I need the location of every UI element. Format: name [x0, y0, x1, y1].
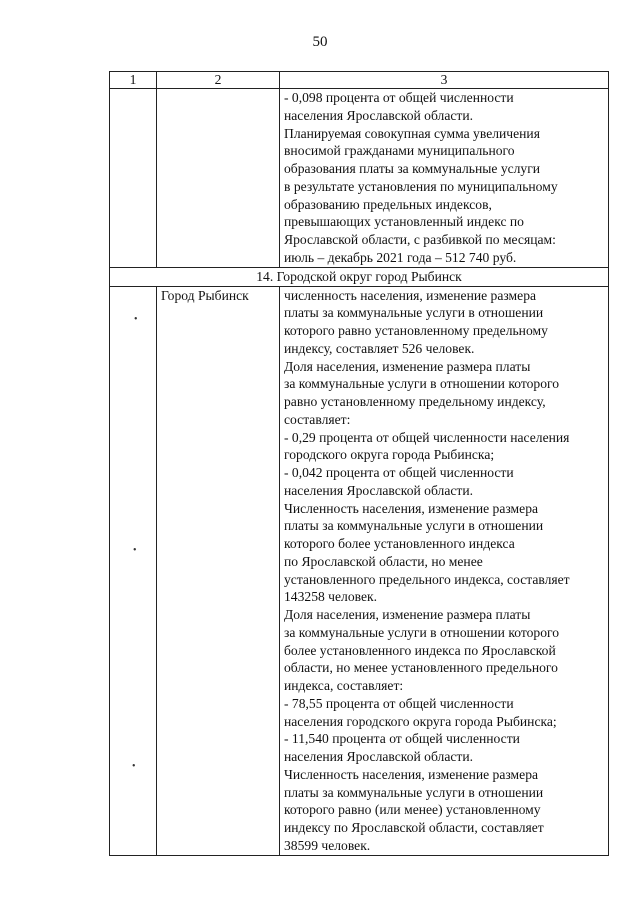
text-line: образованию предельных индексов,	[284, 196, 492, 212]
text-line: индекса, составляет:	[284, 678, 404, 693]
column-header-1: 1	[110, 72, 157, 89]
text-line: населения Ярославской области.	[284, 107, 474, 123]
text-line: - 0,098 процента от общей численности	[284, 90, 514, 105]
text-line: Доля населения, изменение размера платы	[284, 607, 531, 622]
text-line: - 0,042 процента от общей численности	[284, 465, 514, 480]
text-line: населения Ярославской области.	[284, 749, 474, 764]
table-header-row	[110, 72, 609, 89]
data-table	[109, 71, 609, 856]
text-line: городского округа города Рыбинска;	[284, 447, 495, 463]
text-line: - 11,540 процента от общей численности	[284, 731, 520, 747]
row-number-cell	[110, 89, 157, 268]
text-line: 143258 человек.	[284, 589, 378, 605]
text-line: области, но менее установленного предельного	[284, 660, 558, 676]
text-line: платы за коммунальные услуги в отношении	[284, 518, 544, 534]
text-line: населения Ярославской области.	[284, 482, 474, 498]
text-line: индексу по Ярославской области, составляет	[284, 820, 544, 835]
text-line: равно установленному предельному индексу,	[284, 394, 546, 409]
page-number: 50	[312, 34, 328, 50]
text-line: более установленного индекса по Ярославской	[284, 642, 556, 658]
text-line: установленного предельного индекса, составляет	[284, 571, 570, 587]
text-line: Численность населения, изменение размера	[284, 766, 539, 782]
text-line: превышающих установленный индекс по	[284, 214, 524, 230]
text-line: за коммунальные услуги в отношении которого	[284, 376, 560, 392]
column-header-2: 2	[157, 72, 280, 89]
section-title: 14. Городской округ город Рыбинск	[110, 267, 609, 286]
text-line: Планируемая совокупная сумма увеличения	[284, 125, 540, 141]
text-line: которого более установленного индекса	[284, 536, 515, 551]
text-line: - 0,29 процента от общей численности населения	[284, 429, 570, 445]
municipality-cell	[157, 89, 280, 268]
municipality-name: Город Рыбинск	[157, 286, 280, 855]
text-line: Ярославской области, с разбивкой по месяцам:	[284, 232, 556, 247]
text-line: в результате установления по муниципальному	[284, 178, 558, 194]
text-line: Численность населения, изменение размера	[284, 500, 539, 516]
text-line: населения городского округа города Рыбинска;	[284, 713, 557, 729]
text-line: 38599 человек.	[284, 837, 371, 853]
description-cell	[280, 286, 609, 855]
text-line: индексу, составляет 526 человек.	[284, 340, 475, 356]
text-line: Доля населения, изменение размера платы	[284, 358, 531, 374]
text-line: июль – декабрь 2021 года – 512 740 руб.	[284, 249, 517, 265]
scan-dot: •	[133, 545, 137, 556]
section-row	[110, 267, 609, 286]
text-line: платы за коммунальные услуги в отношении	[284, 305, 544, 321]
text-line: которого равно установленному предельному	[284, 323, 548, 338]
text-line: платы за коммунальные услуги в отношении	[284, 784, 544, 800]
scan-dot: •	[134, 314, 138, 325]
table-row-continuation	[110, 89, 609, 268]
text-line: вносимой гражданами муниципального	[284, 143, 515, 159]
description-cell	[280, 89, 609, 268]
text-line: которого равно (или менее) установленному	[284, 802, 541, 818]
scan-dot: •	[132, 761, 136, 772]
column-header-3: 3	[280, 72, 609, 89]
text-line: - 78,55 процента от общей численности	[284, 695, 514, 711]
text-line: по Ярославской области, но менее	[284, 553, 483, 569]
table-row-rybinsk	[110, 286, 609, 855]
text-line: за коммунальные услуги в отношении которого	[284, 624, 560, 640]
text-line: численность населения, изменение размера	[284, 287, 537, 303]
text-line: составляет:	[284, 411, 351, 427]
text-line: образования платы за коммунальные услуги	[284, 161, 541, 176]
